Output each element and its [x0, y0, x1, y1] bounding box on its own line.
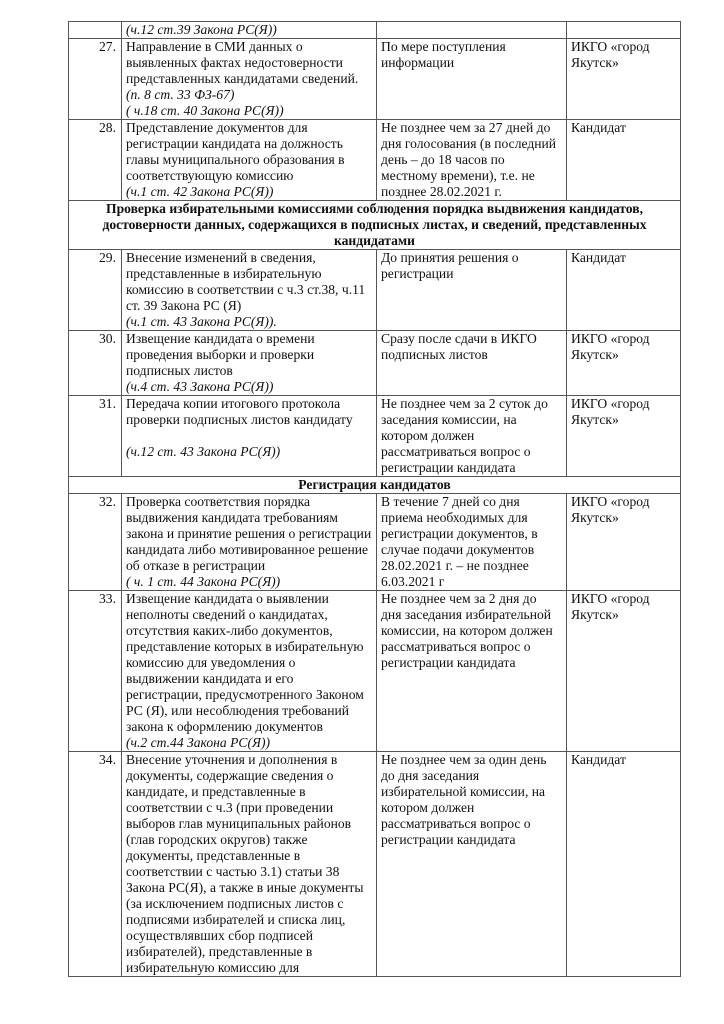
- section-header-row: [69, 201, 681, 250]
- row-number: 34.: [69, 752, 122, 977]
- table-row: [69, 120, 681, 201]
- legal-citation: ( ч. 1 ст. 44 Закона РС(Я)): [126, 574, 281, 589]
- activity-text: Внесение изменений в сведения, представленные в избирательную комиссию в соответствии с ч.3 ст.38, ч.11 ст. 39 Закона РС (Я): [126, 250, 366, 313]
- row-number: 33.: [69, 591, 122, 752]
- legal-citation: (ч.2 ст.44 Закона РС(Я)): [126, 735, 271, 750]
- activity-cell: [122, 120, 377, 201]
- row-number: 31.: [69, 396, 122, 477]
- activity-text: Передача копии итогового протокола проверки подписных листов кандидату: [126, 396, 353, 427]
- row-number: 28.: [69, 120, 122, 201]
- responsible-cell: Кандидат: [567, 752, 681, 977]
- responsible-cell: [567, 22, 681, 39]
- legal-citation: (ч.12 ст.39 Закона РС(Я)): [126, 22, 277, 37]
- row-number: [69, 22, 122, 39]
- table-row: [69, 39, 681, 120]
- activity-cell: [122, 396, 377, 477]
- activity-cell: [122, 39, 377, 120]
- activity-cell: [122, 494, 377, 591]
- responsible-cell: ИКГО «город Якутск»: [567, 331, 681, 396]
- activity-cell: [122, 331, 377, 396]
- responsible-cell: ИКГО «город Якутск»: [567, 591, 681, 752]
- legal-citation: (ч.12 ст. 43 Закона РС(Я)): [126, 444, 281, 459]
- activity-cell: [122, 22, 377, 39]
- deadline-cell: По мере поступления информации: [377, 39, 567, 120]
- section-header-row: [69, 477, 681, 494]
- activity-cell: [122, 250, 377, 331]
- activity-cell: [122, 591, 377, 752]
- activity-text: Направление в СМИ данных о выявленных фактах недостоверности представленных кандидатами сведений.: [126, 39, 359, 86]
- table-row: [69, 22, 681, 39]
- deadline-cell: До принятия решения о регистрации: [377, 250, 567, 331]
- deadline-cell: [377, 22, 567, 39]
- legal-citation: (ч.4 ст. 43 Закона РС(Я)): [126, 379, 274, 394]
- activity-text: Внесение уточнения и дополнения в документы, содержащие сведения о кандидате, и представленные в соответствии с ч.3 (при проведении выборов глав муниципальных районов (глав городских округов) также документы, представленные в соответствии с частью 3.1) статьи 38 Закона РС(Я), а также в иные документы (за исключением подписных листов с подписями избирателей и списка лиц, осуществлявших сбор подписей избирателей), представленные в избирательную комиссию для: [126, 752, 364, 975]
- section-title: Проверка избирательными комиссиями соблюдения порядка выдвижения кандидатов, достоверности данных, содержащихся в подписных листах, и сведений, представленных кандидатами: [69, 201, 681, 250]
- responsible-cell: ИКГО «город Якутск»: [567, 494, 681, 591]
- deadline-cell: Не позднее чем за 27 дней до дня голосования (в последний день – до 18 часов по местному времени), т.е. не позднее 28.02.2021 г.: [377, 120, 567, 201]
- row-number: 32.: [69, 494, 122, 591]
- activity-text: Проверка соответствия порядка выдвижения кандидата требованиям закона и принятие решения о регистрации кандидата либо мотивированное решение об отказе в регистрации: [126, 494, 372, 573]
- deadline-cell: Не позднее чем за 2 суток до заседания комиссии, на котором должен рассматриваться вопрос о регистрации кандидата: [377, 396, 567, 477]
- activity-text: Представление документов для регистрации кандидата на должность главы муниципального образования в соответствующую комиссию: [126, 120, 345, 183]
- row-number: 29.: [69, 250, 122, 331]
- section-title: Регистрация кандидатов: [69, 477, 681, 494]
- deadline-cell: В течение 7 дней со дня приема необходимых для регистрации документов, в случае подачи документов 28.02.2021 г. – не позднее 6.03.2021 г: [377, 494, 567, 591]
- row-number: 30.: [69, 331, 122, 396]
- row-number: 27.: [69, 39, 122, 120]
- election-calendar-table: [68, 21, 681, 977]
- table-row: [69, 494, 681, 591]
- table-row: [69, 752, 681, 977]
- legal-citation: (ч.1 ст. 43 Закона РС(Я)).: [126, 314, 277, 329]
- table-body: [69, 22, 681, 977]
- activity-cell: [122, 752, 377, 977]
- responsible-cell: Кандидат: [567, 120, 681, 201]
- legal-citation: (ч.1 ст. 42 Закона РС(Я)): [126, 184, 274, 199]
- deadline-cell: Не позднее чем за 2 дня до дня заседания избирательной комиссии, на котором должен рассматриваться вопрос о регистрации кандидата: [377, 591, 567, 752]
- table-row: [69, 396, 681, 477]
- deadline-cell: Сразу после сдачи в ИКГО подписных листов: [377, 331, 567, 396]
- table-row: [69, 591, 681, 752]
- responsible-cell: ИКГО «город Якутск»: [567, 396, 681, 477]
- legal-citation: (п. 8 ст. 33 ФЗ-67) ( ч.18 ст. 40 Закона РС(Я)): [126, 87, 284, 118]
- activity-text: Извещение кандидата о выявлении неполноты сведений о кандидатах, отсутствия каких-либо документов, представление которых в избирательную комиссию для уведомления о выдвижении кандидата и его регистрации, предусмотренного Законом РС (Я), или несоблюдения требований закона к оформлению документов: [126, 591, 364, 734]
- responsible-cell: Кандидат: [567, 250, 681, 331]
- table-row: [69, 250, 681, 331]
- deadline-cell: Не позднее чем за один день до дня заседания избирательной комиссии, на котором должен рассматриваться вопрос о регистрации кандидата: [377, 752, 567, 977]
- table-row: [69, 331, 681, 396]
- responsible-cell: ИКГО «город Якутск»: [567, 39, 681, 120]
- activity-text: Извещение кандидата о времени проведения выборки и проверки подписных листов: [126, 331, 315, 378]
